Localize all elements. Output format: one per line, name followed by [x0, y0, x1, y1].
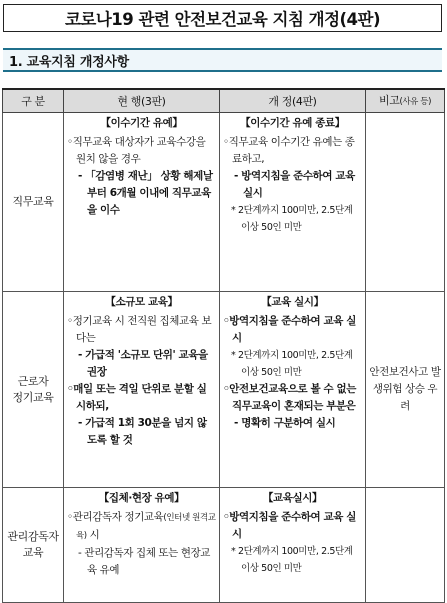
revised-item: ◦안전보건교육으로 볼 수 없는 직무교육이 혼재되는 부분은	[223, 383, 356, 412]
current-item: ◦직무교육 대상자가 교육수강을 원치 않을 경우	[67, 136, 206, 165]
category-line2: 교육	[22, 546, 44, 559]
current-header: 【집체·현장 유예】	[98, 492, 185, 504]
category-label: 직무교육	[12, 195, 54, 208]
section-title: 1. 교육지침 개정사항	[9, 54, 129, 70]
row-category	[3, 113, 64, 292]
category-line2: 정기교육	[12, 390, 54, 404]
header-note-label: 비고	[378, 93, 400, 107]
header-revised: 개 정(4판)	[220, 89, 366, 113]
revision-table	[2, 88, 445, 603]
table-header-row	[3, 89, 445, 113]
cell-note-empty	[366, 488, 445, 603]
current-sub: - 가급적 1회 30분을 넘지 않도록 할 것	[78, 417, 207, 446]
page-title-box	[3, 4, 442, 32]
revised-sub: - 명확히 구분하여 실시	[234, 417, 336, 429]
row-category	[3, 292, 64, 488]
table-row	[3, 488, 445, 603]
cell-note-empty	[366, 113, 445, 292]
revised-header: 【이수기간 유예 종료】	[240, 117, 345, 129]
cell-current	[64, 113, 220, 292]
revised-star: * 2단계까지 100미만, 2.5단계 이상 50인 미만	[231, 546, 353, 574]
table-row	[3, 292, 445, 488]
header-current: 현 행(3판)	[64, 89, 220, 113]
category-line1: 관리감독자	[7, 530, 59, 543]
page-title: 코로나19 관련 안전보건교육 지침 개정(4판)	[64, 10, 381, 29]
cell-current	[64, 292, 220, 488]
note-text: 안전보건사고 발생위험 상승 우려	[369, 366, 441, 412]
revised-item: ◦직무교육 이수기간 유예는 종료하고,	[223, 136, 355, 165]
current-sub: - 관리감독자 집체 또는 현장교육 유예	[78, 547, 211, 576]
header-category: 구 분	[3, 89, 64, 113]
cell-revised	[220, 488, 366, 603]
revised-header: 【교육 실시】	[261, 296, 324, 308]
revised-header: 【교육실시】	[262, 492, 323, 504]
cell-note	[366, 292, 445, 488]
revised-sub: - 방역지침을 준수하여 교육 실시	[234, 170, 355, 199]
category-line1: 근로자	[17, 374, 49, 388]
header-note	[366, 89, 445, 113]
cell-revised	[220, 113, 366, 292]
current-sub: - 「감염병 재난」 상황 해제날부터 6개월 이내에 직무교육을 이수	[78, 170, 213, 216]
revised-item: ◦방역지침을 준수하여 교육 실시	[223, 315, 356, 344]
current-item: ◦정기교육 시 전직원 집체교육 보다는	[67, 315, 212, 344]
current-item: ◦매일 또는 격일 단위로 분할 실시하되,	[67, 383, 207, 412]
current-item	[67, 509, 216, 545]
section-heading	[3, 48, 442, 72]
revised-item: ◦방역지침을 준수하여 교육 실시	[223, 511, 356, 540]
cell-current	[64, 488, 220, 603]
current-header: 【소규모 교육】	[105, 296, 178, 308]
current-item-tail: 시	[86, 529, 100, 541]
current-sub: - 가급적 '소규모 단위' 교육을 권장	[78, 349, 208, 378]
current-header: 【이수기간 유예】	[100, 117, 183, 129]
header-note-small: (사유 등)	[399, 96, 432, 107]
cell-revised	[220, 292, 366, 488]
current-item-small: (인터넷 원격교육)	[76, 513, 216, 541]
table-row	[3, 113, 445, 292]
revised-star: * 2단계까지 100미만, 2.5단계 이상 50인 미만	[231, 205, 353, 233]
row-category	[3, 488, 64, 603]
current-item-text: ◦관리감독자 정기교육	[67, 511, 164, 523]
revised-star: * 2단계까지 100미만, 2.5단계 이상 50인 미만	[231, 350, 353, 378]
